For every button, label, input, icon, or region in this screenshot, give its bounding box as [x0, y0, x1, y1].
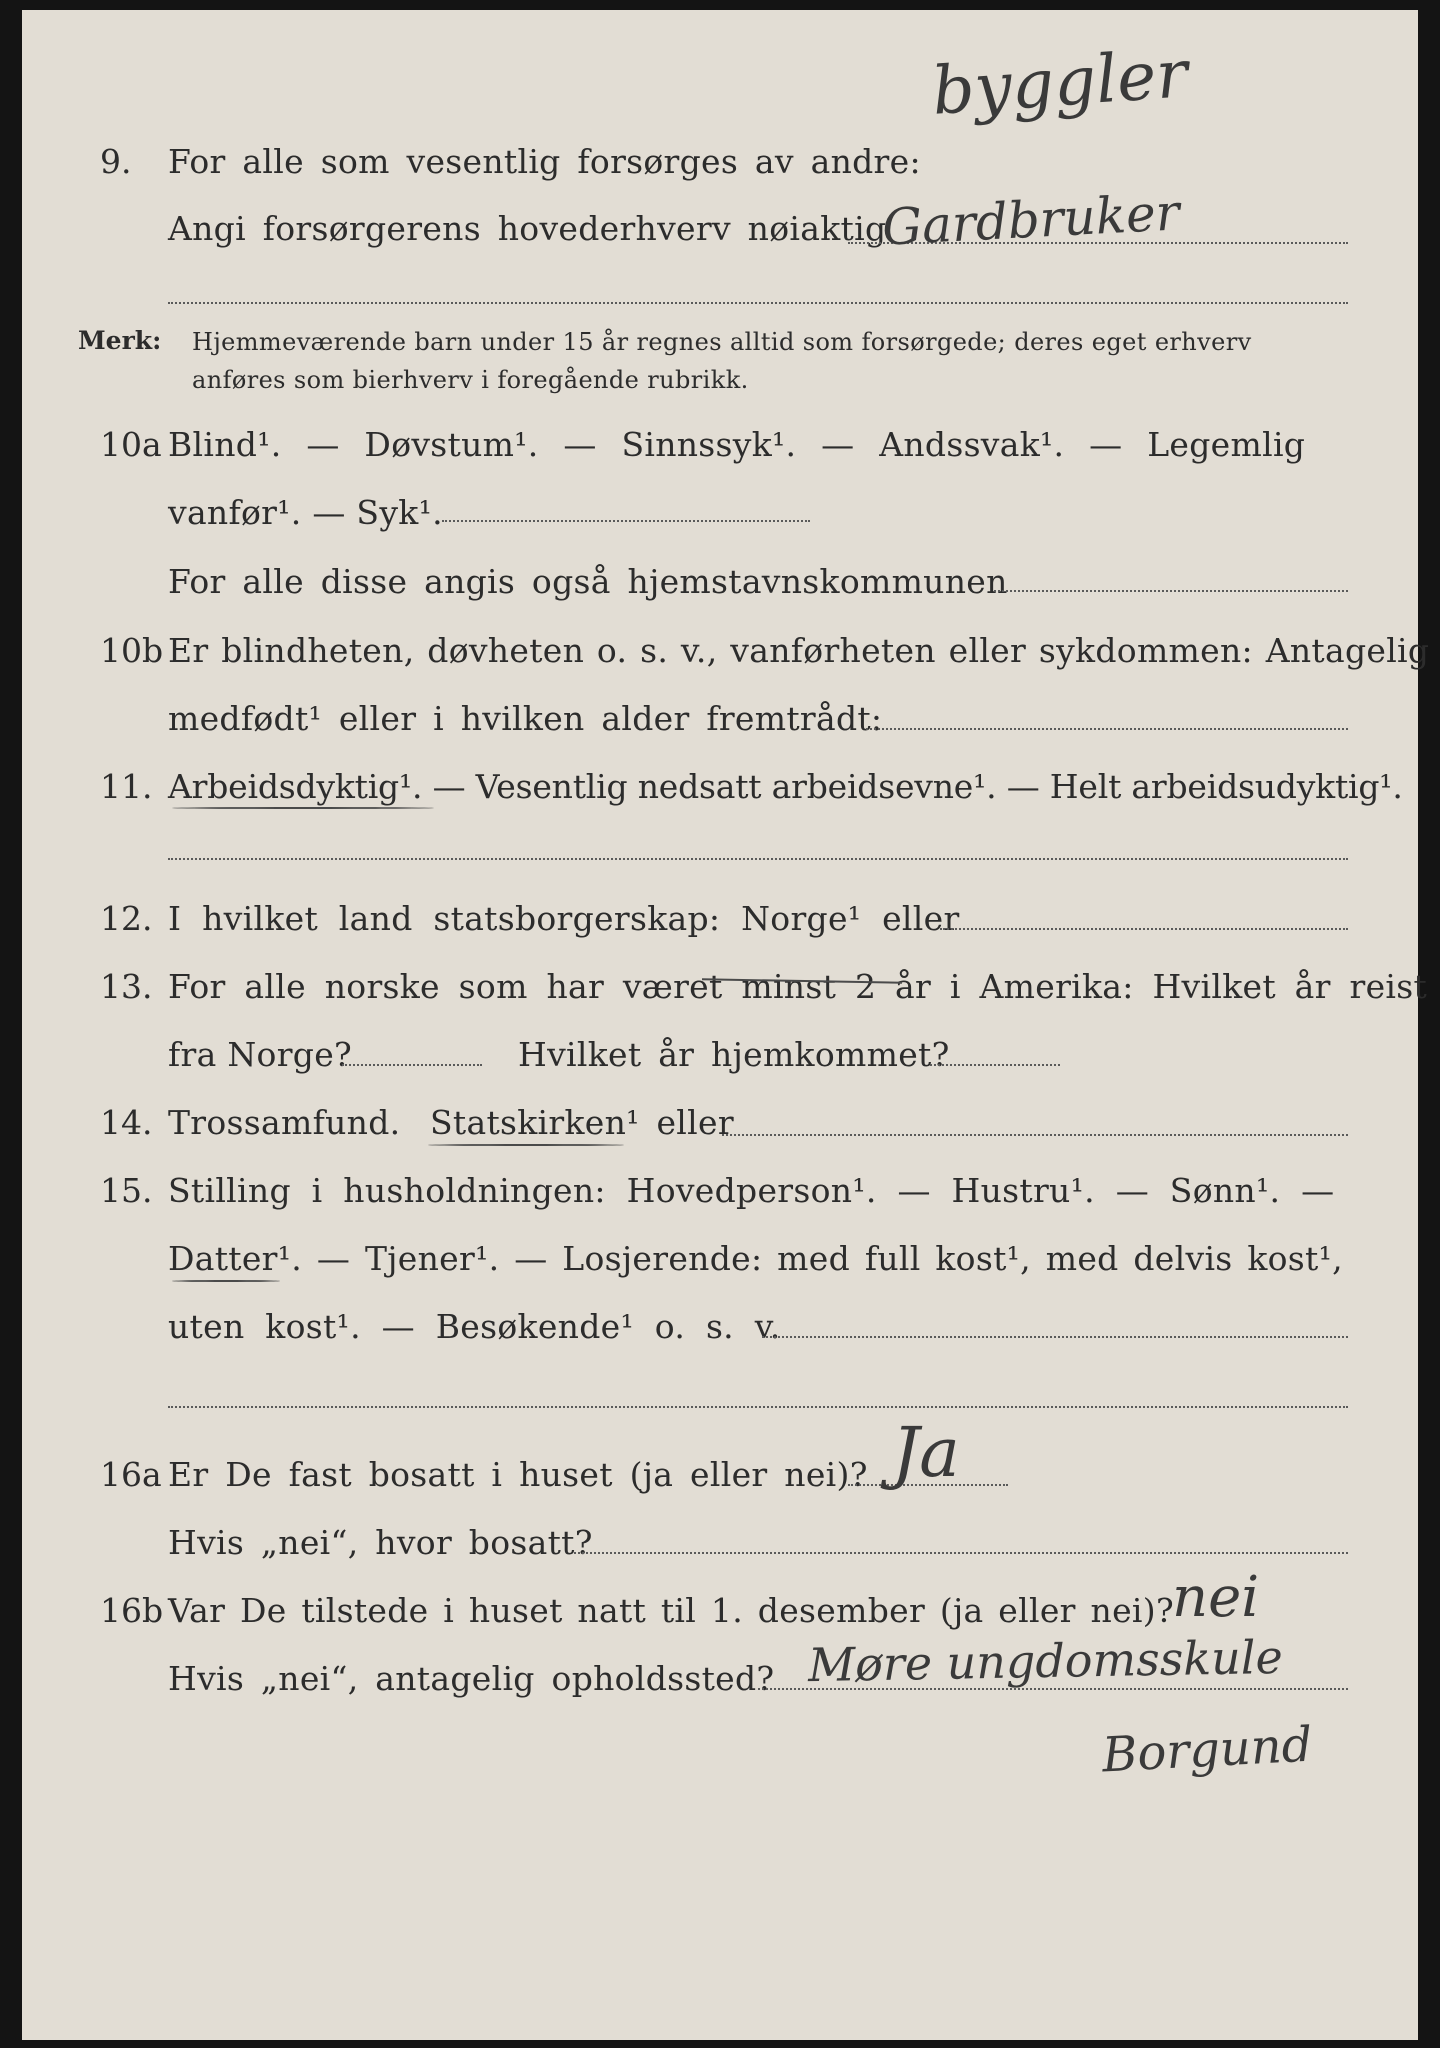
handwritten-occupation-note: byggler	[929, 35, 1191, 130]
q16b-text-line1: Var De tilstede i huset natt til 1. desember (ja eller nei)?	[168, 1591, 1174, 1630]
item-number-10a: 10a	[100, 425, 162, 464]
q10b-text-line2: medfødt¹ eller i hvilken alder fremtrådt:	[168, 699, 883, 738]
q16b-handwritten-location: Møre ungdomsskule	[807, 1629, 1284, 1693]
q11-answer-line	[168, 858, 1348, 860]
q15-text-line1: Stilling i husholdningen: Hovedperson¹. — Hustru¹. — Sønn¹. —	[168, 1171, 1335, 1210]
q10a-text-line1: Blind¹. — Døvstum¹. — Sinnssyk¹. — Andssvak¹. — Legemlig	[168, 425, 1306, 464]
item-number-10b: 10b	[100, 631, 164, 670]
q10a-text-line3: For alle disse angis også hjemstavnskommunen	[168, 562, 1008, 601]
note-text-line2: anføres som bierhverv i foregående rubrikk.	[192, 366, 749, 394]
q10a-hometown-line	[994, 590, 1348, 592]
q10a-text-line2: vanfør¹. — Syk¹.	[168, 493, 443, 532]
item-number-16b: 16b	[100, 1591, 164, 1630]
q15-extra-line	[168, 1406, 1348, 1408]
q13-departure-line	[342, 1064, 482, 1066]
q16a-residence-line	[574, 1552, 1348, 1554]
q15-text-line2: Datter¹. — Tjener¹. — Losjerende: med full kost¹, med delvis kost¹,	[168, 1239, 1343, 1278]
q13-return-line	[930, 1064, 1060, 1066]
q14-handwritten-underline	[428, 1144, 624, 1146]
note-text-line1: Hjemmeværende barn under 15 år regnes alltid som forsørgede; deres eget erhverv	[192, 328, 1252, 356]
q9-handwritten-answer: Gardbruker	[880, 183, 1181, 257]
census-form-page	[22, 10, 1430, 2040]
q13-text-line1: For alle norske som har været minst 2 år i Amerika: Hvilket år reist	[168, 967, 1428, 1006]
q16a-handwritten-answer: Ja	[892, 1414, 960, 1493]
q15-handwritten-underline	[172, 1280, 280, 1282]
q11-text-line1: Arbeidsdyktig¹. — Vesentlig nedsatt arbeidsevne¹. — Helt arbeidsudyktig¹.	[168, 767, 1403, 806]
q16b-handwritten-municipality: Borgund	[1100, 1716, 1314, 1784]
q10b-answer-line	[866, 728, 1348, 730]
q9-text-line2: Angi forsørgerens hovederhverv nøiaktig	[168, 209, 887, 248]
q12-answer-line	[940, 928, 1348, 930]
q10a-answer-line	[442, 520, 810, 522]
q14-text-line1b: Statskirken¹ eller	[430, 1103, 734, 1142]
item-number-12: 12.	[100, 899, 153, 938]
q14-text-line1a: Trossamfund.	[168, 1103, 401, 1142]
q10b-text-line1: Er blindheten, døvheten o. s. v., vanførheten eller sykdommen: Antagelig	[168, 631, 1430, 670]
q9-text-line1: For alle som vesentlig forsørges av andre:	[168, 142, 921, 181]
q13-text-line2a: fra Norge?	[168, 1035, 353, 1074]
item-number-15: 15.	[100, 1171, 153, 1210]
item-number-13: 13.	[100, 967, 153, 1006]
q12-text-line1: I hvilket land statsborgerskap: Norge¹ eller	[168, 899, 960, 938]
q16b-text-line2: Hvis „nei“, antagelig opholdssted?	[168, 1659, 775, 1698]
q16a-text-line2: Hvis „nei“, hvor bosatt?	[168, 1523, 593, 1562]
q15-text-line3: uten kost¹. — Besøkende¹ o. s. v.	[168, 1307, 781, 1346]
item-number-16a: 16a	[100, 1455, 162, 1494]
q9-extra-line	[168, 302, 1348, 304]
q16a-text-line1: Er De fast bosatt i huset (ja eller nei)?	[168, 1455, 868, 1494]
q11-handwritten-underline	[172, 807, 434, 809]
q16b-handwritten-answer: nei	[1172, 1565, 1260, 1630]
note-label: Merk:	[78, 326, 162, 355]
item-number-11: 11.	[100, 767, 153, 806]
q15-answer-line	[762, 1336, 1348, 1338]
item-number-14: 14.	[100, 1103, 153, 1142]
item-number-9: 9.	[100, 142, 132, 181]
q13-text-line2b: Hvilket år hjemkommet?	[518, 1035, 950, 1074]
q14-answer-line	[722, 1134, 1348, 1136]
